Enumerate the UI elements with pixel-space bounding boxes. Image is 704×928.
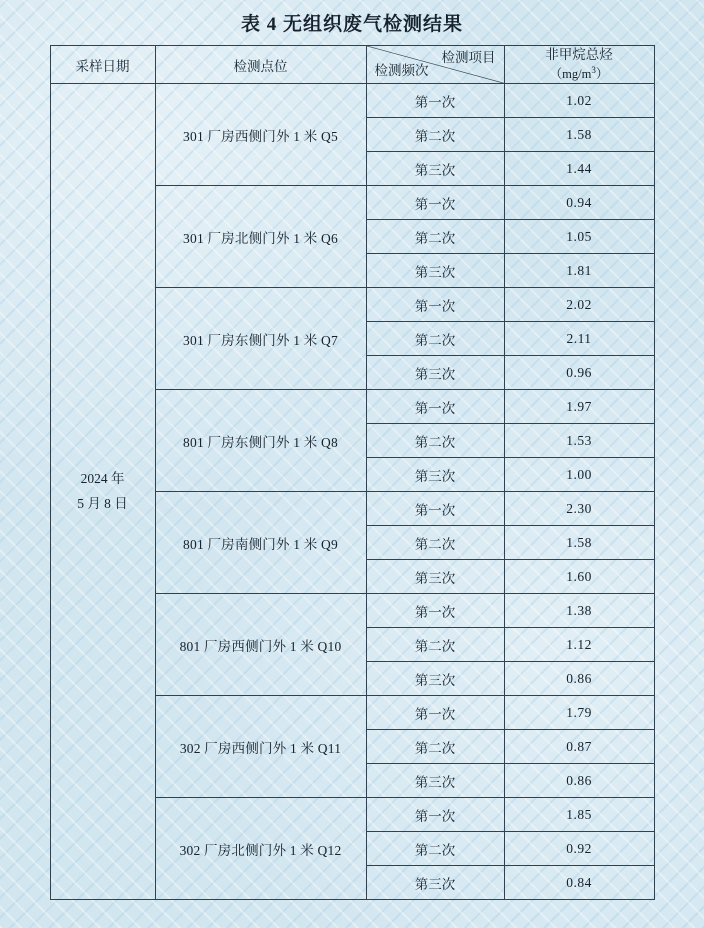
cell-value: 2.11 (504, 322, 654, 356)
header-detection-frequency: 检测频次 (374, 63, 429, 79)
cell-frequency: 第一次 (366, 84, 504, 118)
cell-value: 1.02 (504, 84, 654, 118)
cell-frequency: 第一次 (366, 492, 504, 526)
cell-value: 2.02 (504, 288, 654, 322)
cell-frequency: 第一次 (366, 798, 504, 832)
cell-value: 1.58 (504, 118, 654, 152)
cell-value: 2.30 (504, 492, 654, 526)
cell-frequency: 第三次 (366, 356, 504, 390)
cell-value: 1.58 (504, 526, 654, 560)
cell-value: 0.94 (504, 186, 654, 220)
cell-sampling-point: 302 厂房北侧门外 1 米 Q12 (155, 798, 366, 900)
table-row (50, 84, 654, 118)
table-body (50, 46, 654, 900)
cell-value: 1.05 (504, 220, 654, 254)
header-detection-item: 检测项目 (441, 50, 496, 65)
cell-value: 1.53 (504, 424, 654, 458)
cell-frequency: 第二次 (366, 526, 504, 560)
sampling-date-line2: 5 月 8 日 (77, 495, 128, 511)
cell-frequency: 第二次 (366, 730, 504, 764)
cell-value: 0.87 (504, 730, 654, 764)
header-sampling-point: 检测点位 (155, 46, 366, 84)
cell-frequency: 第三次 (366, 662, 504, 696)
cell-frequency: 第三次 (366, 254, 504, 288)
cell-frequency: 第三次 (366, 560, 504, 594)
cell-frequency: 第三次 (366, 866, 504, 900)
cell-sampling-point: 301 厂房北侧门外 1 米 Q6 (155, 186, 366, 288)
emissions-result-table (50, 45, 655, 900)
cell-value: 1.79 (504, 696, 654, 730)
cell-value: 0.86 (504, 662, 654, 696)
cell-frequency: 第一次 (366, 288, 504, 322)
cell-frequency: 第一次 (366, 594, 504, 628)
table-header-row (50, 46, 654, 84)
cell-frequency: 第二次 (366, 424, 504, 458)
cell-frequency: 第一次 (366, 696, 504, 730)
cell-value: 1.85 (504, 798, 654, 832)
cell-frequency: 第二次 (366, 832, 504, 866)
cell-frequency: 第一次 (366, 186, 504, 220)
cell-value: 1.81 (504, 254, 654, 288)
header-item-frequency-split (366, 46, 504, 84)
cell-value: 0.92 (504, 832, 654, 866)
cell-sampling-date (50, 84, 155, 900)
cell-value: 0.96 (504, 356, 654, 390)
cell-value: 1.00 (504, 458, 654, 492)
cell-value: 0.84 (504, 866, 654, 900)
cell-value: 0.86 (504, 764, 654, 798)
header-sampling-date: 采样日期 (50, 46, 155, 84)
page-title: 表 4 无组织废气检测结果 (240, 14, 463, 35)
cell-sampling-point: 301 厂房西侧门外 1 米 Q5 (155, 84, 366, 186)
sampling-date-line1: 2024 年 (80, 471, 125, 487)
cell-frequency: 第一次 (366, 390, 504, 424)
cell-value: 1.60 (504, 560, 654, 594)
cell-sampling-point: 801 厂房西侧门外 1 米 Q10 (155, 594, 366, 696)
cell-value: 1.97 (504, 390, 654, 424)
cell-frequency: 第二次 (366, 322, 504, 356)
cell-sampling-point: 302 厂房西侧门外 1 米 Q11 (155, 696, 366, 798)
cell-frequency: 第三次 (366, 764, 504, 798)
cell-frequency: 第二次 (366, 628, 504, 662)
cell-frequency: 第二次 (366, 220, 504, 254)
cell-value: 1.12 (504, 628, 654, 662)
header-analyte-unit: $(mg/m^3)$ (549, 65, 609, 82)
cell-frequency: 第三次 (366, 152, 504, 186)
header-analyte-name: 非甲烷总烃 (545, 47, 613, 62)
cell-frequency: 第三次 (366, 458, 504, 492)
cell-frequency: 第二次 (366, 118, 504, 152)
header-analyte (504, 46, 654, 84)
cell-sampling-point: 801 厂房东侧门外 1 米 Q8 (155, 390, 366, 492)
cell-sampling-point: 301 厂房东侧门外 1 米 Q7 (155, 288, 366, 390)
cell-value: 1.44 (504, 152, 654, 186)
cell-value: 1.38 (504, 594, 654, 628)
cell-sampling-point: 801 厂房南侧门外 1 米 Q9 (155, 492, 366, 594)
